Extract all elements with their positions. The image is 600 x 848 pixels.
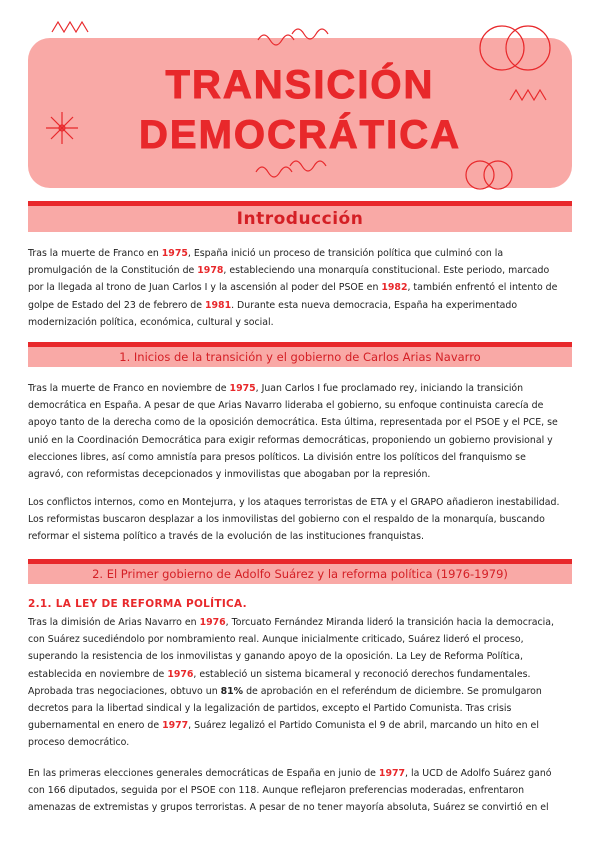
section2-paragraph-2: En las primeras elecciones generales democráticas de España en junio de 1977, la UCD de Adolfo Suárez ganó con 166 diputados, seguida por el PSOE con 118. Aunque reflejaron preferencias moderadas, enfrentaron amenazas de extremistas y grupos terroristas. A pesar de no tener mayoría absoluta, Suárez se convirtió en el <box>28 768 552 814</box>
section1-paragraph-2: Los conflictos internos, como en Montejurra, y los ataques terroristas de ETA y el GRAPO añadieron inestabilidad. Los reformistas buscaron desplazar a los inmovilistas del gobierno con el respaldo de la monarquía, buscando reformar el sistema político a través de la evolución de las instituciones franquistas. <box>28 497 560 543</box>
intro-heading: Introducción <box>28 206 572 232</box>
section2-heading: 2. El Primer gobierno de Adolfo Suárez y la reforma política (1976-1979) <box>28 564 572 584</box>
section2-subheading: 2.1. LA LEY DE REFORMA POLÍTICA. <box>28 598 247 610</box>
title-line-1: TRANSICIÓN <box>165 63 435 107</box>
section1-paragraph-1: Tras la muerte de Franco en noviembre de 1975, Juan Carlos I fue proclamado rey, iniciando la transición democrática en España. A pesar de que Arias Navarro lideraba el gobierno, su enfoque continuista carecía de apoyo tanto de la derecha como de la oposición democrática. Esta última, representada por el PSOE y el PCE, se unió en la Coordinación Democrática para exigir reformas democráticas, proponiendo un gobierno provisional y elecciones libres, así como amnistía para presos políticos. La división entre los políticos del franquismo se agravó, con reformistas decepcionados y inmovilistas que abogaban por la represión. <box>28 383 558 481</box>
zigzag-doodle <box>52 22 88 32</box>
section2-paragraph-1: Tras la dimisión de Arias Navarro en 1976, Torcuato Fernández Miranda lideró la transición hacia la democracia, con Suárez sucediéndolo por nombramiento real. Aunque inicialmente criticado, Suárez lideró el proceso, superando la resistencia de los inmovilistas y ganando apoyo de la oposición. La Ley de Reforma Política, establecida en noviembre de 1976, estableció un sistema bicameral y reconoció derechos fundamentales. Aprobada tras negociaciones, obtuvo un 81% de aprobación en el referéndum de diciembre. Se promulgaron decretos para la libertad sindical y la legalización de partidos, excepto el Partido Comunista. Tras crisis gubernamental en enero de 1977, Suárez legalizó el Partido Comunista el 9 de abril, marcando un hito en el proceso democrático. <box>28 617 554 749</box>
title-line-2: DEMOCRÁTICA <box>139 113 461 157</box>
intro-paragraph: Tras la muerte de Franco en 1975, España inició un proceso de transición política que culminó con la promulgación de la Constitución de 1978, estableciendo una monarquía constitucional. Este periodo, marcado por la llegada al trono de Juan Carlos I y la ascensión al poder del PSOE en 1982, también enfrentó el intento de golpe de Estado del 23 de febrero de 1981. Durante esta nueva democracia, España ha experimentado modernización política, económica, cultural y social. <box>28 248 558 328</box>
section1-heading: 1. Inicios de la transición y el gobierno de Carlos Arias Navarro <box>28 347 572 367</box>
page-title <box>0 60 600 160</box>
